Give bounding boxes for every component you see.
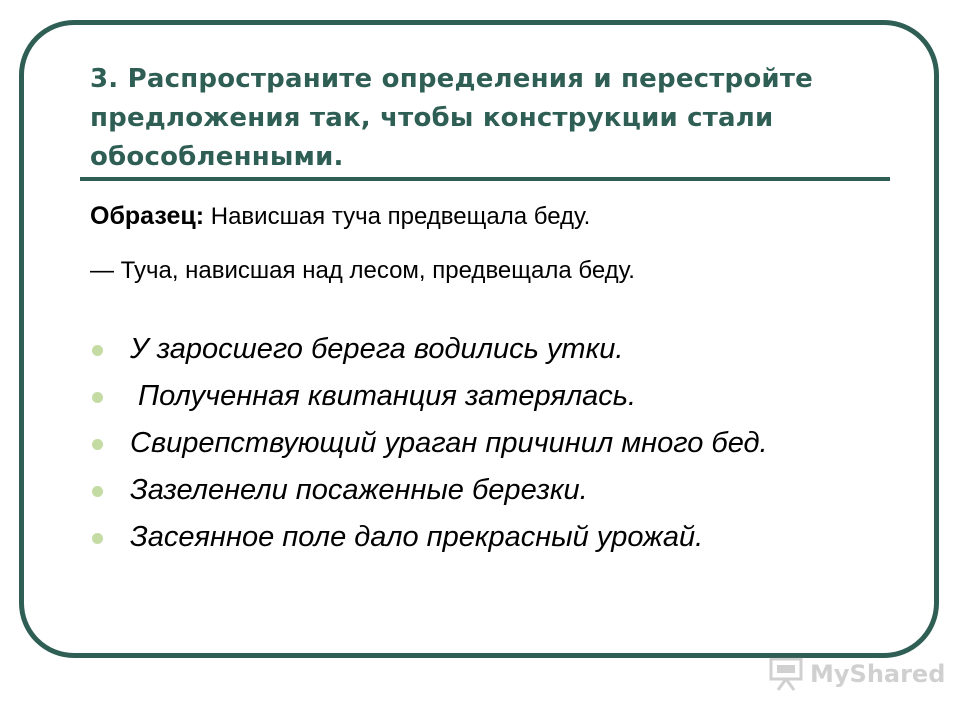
bullet-icon [92, 533, 103, 544]
exercise-list [90, 333, 870, 568]
list-item [90, 474, 870, 507]
watermark-text: MyShared [810, 660, 946, 688]
list-item-text: Свирепствующий ураган причинил много бед. [130, 427, 768, 459]
sample-label: Образец: [90, 202, 205, 230]
sample-answer: — Туча, нависшая над лесом, предвещала беду. [90, 257, 635, 284]
sample-sentence: Нависшая туча предвещала беду. [210, 203, 591, 230]
slide-title: 3. Распространите определения и перестройте предложения так, чтобы конструкции стали обособленными. [90, 64, 813, 172]
list-item-text: У заросшего берега водились утки. [130, 333, 624, 365]
title-divider [80, 177, 890, 181]
presentation-board-icon [768, 656, 808, 692]
list-item-text: Засеянное поле дало прекрасный урожай. [130, 521, 704, 553]
list-item-text: Зазеленели посаженные березки. [130, 474, 588, 506]
list-item [90, 380, 870, 413]
sample-line [90, 201, 590, 232]
list-item [90, 333, 870, 366]
bullet-icon [92, 486, 103, 497]
list-item-text: Полученная квитанция затерялась. [130, 380, 637, 412]
watermark [768, 656, 945, 692]
list-item [90, 521, 870, 554]
bullet-icon [92, 345, 103, 356]
list-item [90, 427, 870, 460]
bullet-icon [92, 392, 103, 403]
bullet-icon [92, 439, 103, 450]
